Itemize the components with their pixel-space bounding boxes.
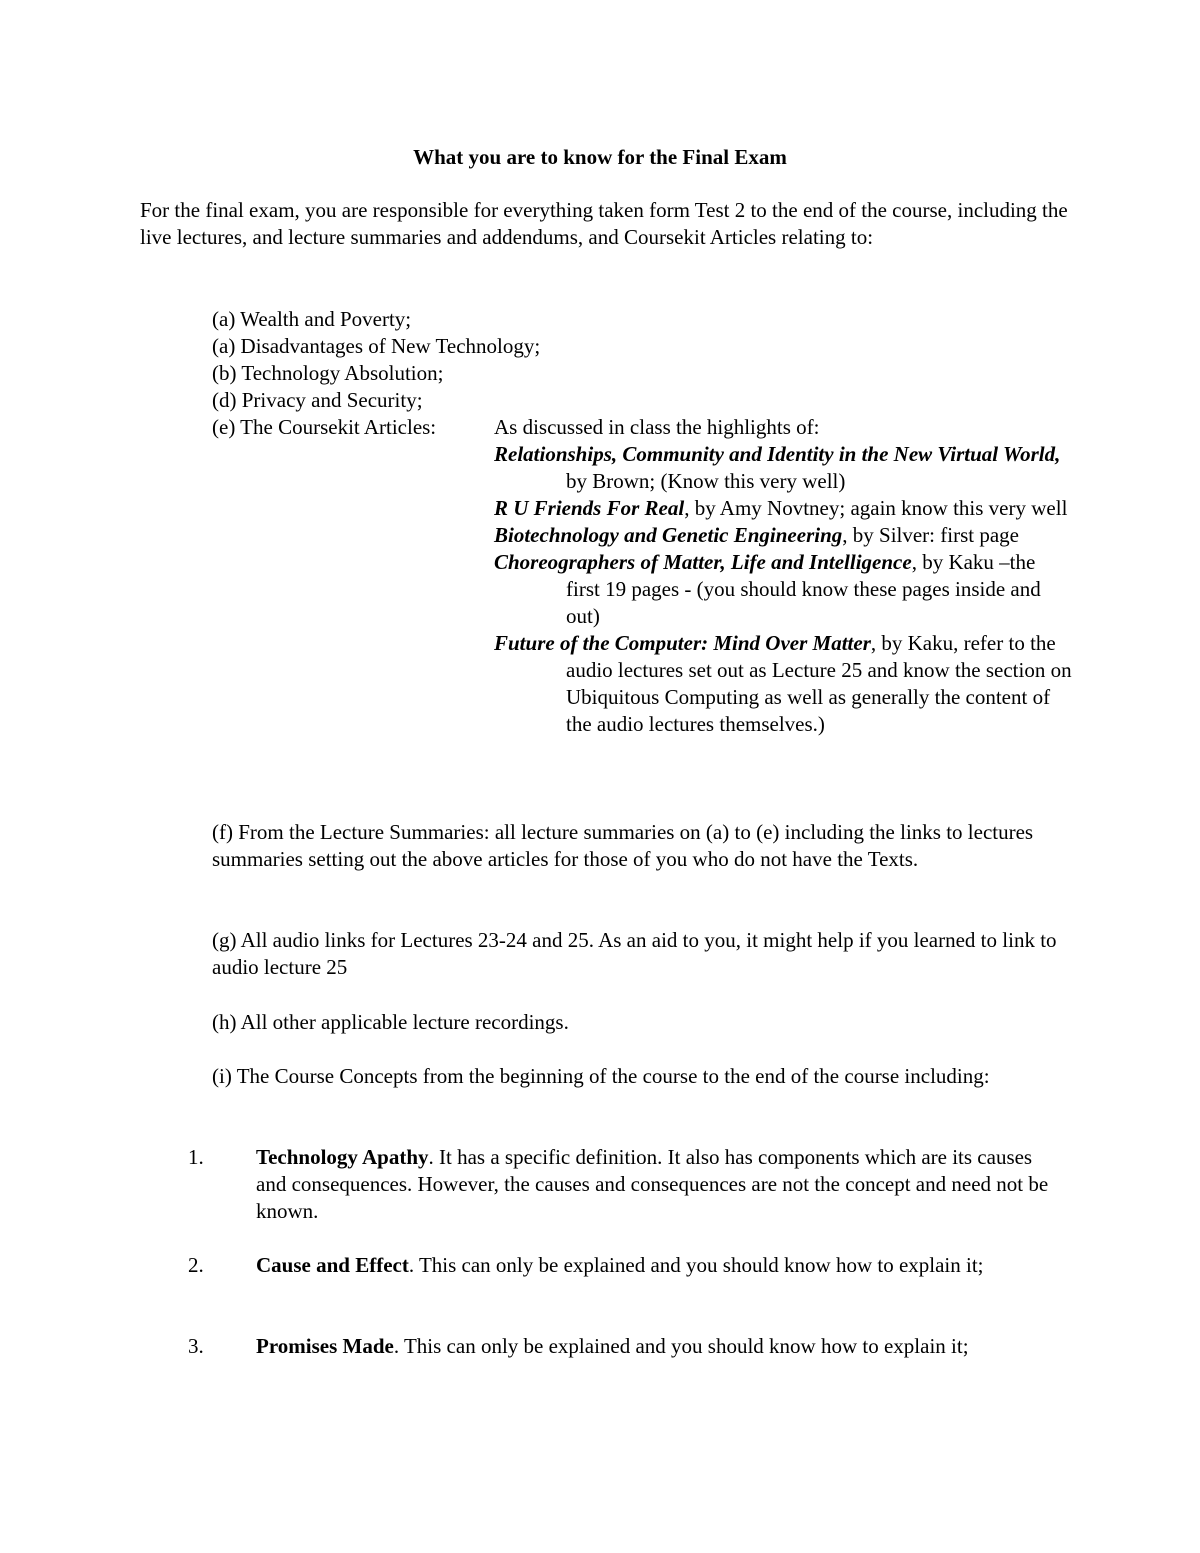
article-item — [494, 549, 1074, 630]
concept-text — [256, 1333, 1056, 1360]
article-title: Biotechnology and Genetic Engineering — [494, 523, 843, 547]
concept-number: 3. — [188, 1334, 204, 1358]
topic-item: (d) Privacy and Security; — [212, 388, 423, 412]
articles-label: (e) The Coursekit Articles: — [212, 415, 437, 439]
article-title: Relationships, Community and Identity in the New Virtual World, — [494, 442, 1061, 466]
concept-number: 1. — [188, 1145, 204, 1169]
article-item — [494, 522, 1074, 549]
concept-name: Promises Made — [256, 1334, 394, 1358]
articles-intro: As discussed in class the highlights of: — [494, 415, 820, 439]
article-item — [494, 630, 1074, 738]
article-title: Choreographers of Matter, Life and Intelligence — [494, 550, 912, 574]
concept-description: . This can only be explained and you should know how to explain it; — [408, 1253, 984, 1277]
audio-links-paragraph: (g) All audio links for Lectures 23-24 and 25. As an aid to you, it might help if you learned to link to audio lecture 25 — [212, 928, 1057, 979]
topic-list — [212, 306, 1082, 414]
concept-description: . It has a specific definition. It also has components which are its causes and consequences. However, the causes and consequences are not the concept and need not be known. — [256, 1145, 1049, 1223]
article-detail: , by Kaku, refer to the audio lectures set out as Lecture 25 and know the section on Ubiquitous Computing as well as generally the content of the audio lectures themselves.) — [566, 631, 1072, 736]
concept-description: . This can only be explained and you should know how to explain it; — [393, 1334, 969, 1358]
article-item — [494, 441, 1074, 495]
article-detail: , by Silver: first page — [842, 523, 1019, 547]
concept-text — [256, 1252, 1056, 1279]
course-concepts-paragraph: (i) The Course Concepts from the beginning of the course to the end of the course including: — [212, 1064, 990, 1088]
lecture-summaries-paragraph: (f) From the Lecture Summaries: all lecture summaries on (a) to (e) including the links to lectures summaries setting out the above articles for those of you who do not have the Texts. — [212, 820, 1034, 871]
article-list — [494, 414, 1074, 738]
intro-paragraph: For the final exam, you are responsible for everything taken form Test 2 to the end of the course, including the live lectures, and lecture summaries and addendums, and Coursekit Articles relating to: — [140, 198, 1068, 249]
article-detail: , by Kaku –the first 19 pages - (you should know these pages inside and out) — [566, 550, 1041, 628]
topic-item: (b) Technology Absolution; — [212, 361, 444, 385]
concept-name: Cause and Effect — [256, 1253, 409, 1277]
article-title: R U Friends For Real — [494, 496, 685, 520]
article-detail: by Brown; (Know this very well) — [566, 469, 846, 493]
topic-item: (a) Disadvantages of New Technology; — [212, 334, 541, 358]
article-title: Future of the Computer: Mind Over Matter — [494, 631, 871, 655]
article-detail: , by Amy Novtney; again know this very well — [684, 496, 1068, 520]
concept-name: Technology Apathy — [256, 1145, 429, 1169]
topic-item: (a) Wealth and Poverty; — [212, 307, 412, 331]
concept-text — [256, 1144, 1056, 1225]
page-title: What you are to know for the Final Exam — [413, 145, 787, 169]
concept-number: 2. — [188, 1253, 204, 1277]
article-item — [494, 495, 1074, 522]
lecture-recordings-paragraph: (h) All other applicable lecture recordings. — [212, 1010, 569, 1034]
